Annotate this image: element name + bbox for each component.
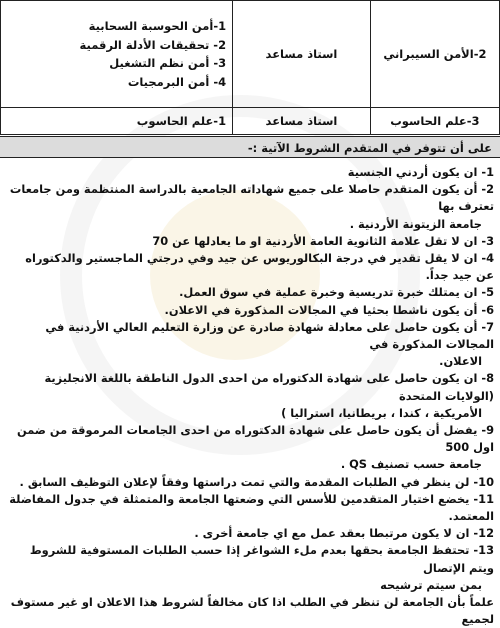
field-label: 3-علم الحاسوب bbox=[390, 114, 480, 128]
field-cell bbox=[370, 1, 499, 108]
condition-line: 13- تحتفظ الجامعة بحقها بعدم ملء الشواغر إذا حسب الطلبات المستوفية للشروط ويتم الإتصال bbox=[29, 543, 494, 575]
rank-label: استاذ مساعد bbox=[265, 114, 338, 128]
field-label: 2-الأمن السيبراني bbox=[383, 47, 487, 61]
spec-item: 4- أمن البرمجيات bbox=[127, 74, 227, 89]
condition-line: 12- ان لا يكون مرتبطا بعقد عمل مع اي جامعة أخرى . bbox=[194, 526, 494, 541]
condition-line: 10- لن ينظر في الطلبات المقدمة والتي تمت دراستها وفقاً لإعلان التوظيف السابق . bbox=[19, 474, 494, 489]
spec-item: 1-علم الحاسوب bbox=[136, 113, 227, 128]
rank-label: استاذ مساعد bbox=[265, 47, 338, 61]
condition-line: 6- أن يكون ناشطا بحثيا في المجالات المذكورة في الاعلان. bbox=[164, 302, 494, 317]
condition-line: 7- أن يكون حاصل على معادلة شهادة صادرة عن وزارة التعليم العالي الأردنية في المجالات المذكورة في bbox=[45, 319, 494, 352]
condition-line: 2- أن يكون المتقدم حاصلا على جميع شهاداته الجامعية بالدراسة المنتظمة ومن جامعات تعترف بها bbox=[9, 182, 494, 214]
condition-line: 11- يخضع اختيار المتقدمين للأسس التي وضعتها الجامعة والمتمثلة في جدول المفاضلة المعتمد. bbox=[9, 491, 494, 524]
conditions-heading: على أن تتوفر في المتقدم الشروط الآتية :- bbox=[0, 136, 500, 158]
condition-line: 8- ان يكون حاصل على شهادة الدكتوراه من احدى الدول الناطقة باللغة الانجليزية (الولايات المتحدة bbox=[44, 371, 494, 403]
condition-line: 9- يفضل أن يكون حاصل على شهادة الدكتوراه من احدى الجامعات المرموقة من ضمن اول 500 bbox=[17, 423, 494, 455]
condition-line: الأمريكية ، كندا ، بريطانيا، استراليا ) bbox=[281, 405, 482, 420]
spec-item: 2- تحقيقات الأدلة الرقمية bbox=[79, 37, 227, 52]
spec-item: 1-أمن الحوسبة السحابية bbox=[88, 19, 227, 33]
condition-line: جامعة حسب تصنيف QS . bbox=[340, 457, 482, 472]
condition-line: الاعلان. bbox=[439, 354, 482, 369]
field-cell bbox=[370, 108, 499, 135]
conditions-list bbox=[4, 164, 494, 628]
rank-cell bbox=[233, 108, 371, 135]
specializations-cell bbox=[1, 108, 233, 135]
condition-line: 1- ان يكون أردني الجنسية bbox=[347, 165, 494, 179]
condition-line: جامعة الزيتونة الأردنية . bbox=[349, 216, 482, 231]
table-row bbox=[1, 1, 500, 108]
positions-table bbox=[0, 0, 500, 135]
specializations-cell bbox=[1, 1, 233, 108]
spec-item: 3- أمن نظم التشغيل bbox=[109, 56, 227, 70]
condition-line: 5- ان يمتلك خبرة تدريسية وخبرة عملية في سوق العمل. bbox=[179, 285, 494, 300]
condition-line: 3- ان لا تقل علامة الثانوية العامة الأردنية او ما يعادلها عن 70 bbox=[152, 233, 494, 248]
table-row bbox=[1, 108, 500, 135]
rank-cell bbox=[233, 1, 371, 108]
condition-line: بمن سيتم ترشيحه bbox=[380, 577, 482, 592]
condition-line: علماً بأن الجامعة لن تنظر في الطلب اذا كان مخالفاً لشروط هذا الاعلان او غير مستوف لجميع bbox=[10, 595, 494, 627]
condition-line: 4- ان لا يقل تقدير في درجة البكالوريوس عن جيد وفي درجتي الماجستير والدكتوراه عن جيد جداً. bbox=[25, 251, 494, 283]
